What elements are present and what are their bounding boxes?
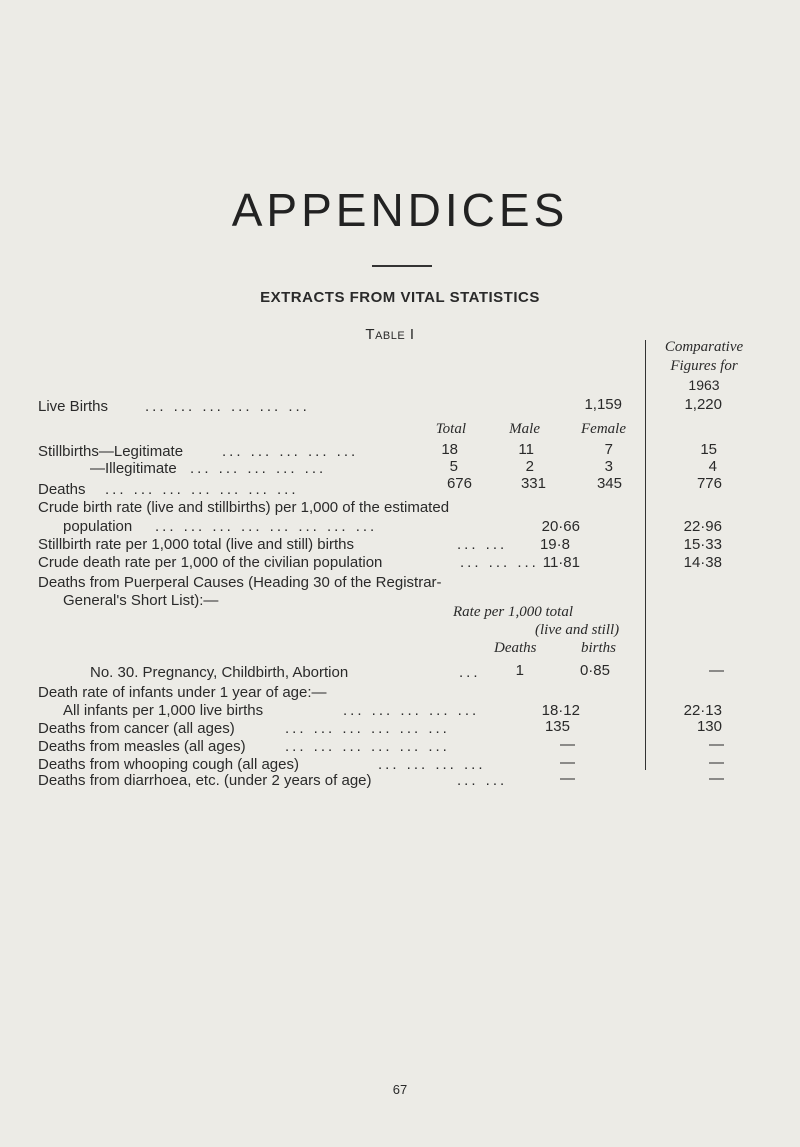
puerperal-row-comparative: —: [709, 662, 724, 679]
comparative-header-year: 1963: [688, 377, 720, 393]
page-title: APPENDICES: [231, 184, 569, 236]
stillbirth-rate-value: 19·8: [539, 536, 570, 553]
comparative-column-divider: [645, 340, 646, 770]
measles-deaths-value: —: [560, 736, 575, 753]
puerperal-label-cont: General's Short List):—: [63, 592, 219, 609]
puerperal-row-deaths: 1: [515, 662, 524, 679]
deaths-total: 676: [446, 475, 472, 492]
deaths-female: 345: [596, 475, 622, 492]
crude-birth-rate-leader: ... ... ... ... ... ... ... ...: [155, 518, 378, 535]
column-header-female: Female: [581, 421, 626, 437]
column-header-total: Total: [435, 421, 466, 437]
measles-deaths-comparative: —: [709, 736, 724, 753]
diarrhoea-deaths-value: —: [560, 770, 575, 787]
live-births-leader: ... ... ... ... ... ...: [145, 398, 310, 415]
column-header-male: Male: [509, 421, 540, 437]
puerperal-row-rate: 0·85: [579, 662, 610, 679]
measles-deaths-label: Deaths from measles (all ages): [38, 738, 246, 755]
crude-death-rate-value: 11·81: [542, 554, 580, 571]
diarrhoea-deaths-leader: ... ...: [457, 772, 508, 789]
crude-birth-rate-label: Crude birth rate (live and stillbirths) per 1,000 of the estimated: [38, 499, 450, 516]
stillbirths-illegitimate-male: 2: [525, 458, 534, 475]
whooping-cough-deaths-leader: ... ... ... ...: [378, 756, 486, 773]
measles-deaths-leader: ... ... ... ... ... ...: [285, 738, 450, 755]
live-births-comparative: 1,220: [684, 396, 722, 413]
live-births-value: 1,159: [584, 396, 622, 413]
infant-death-rate-leader: ... ... ... ... ...: [343, 702, 480, 719]
infant-death-rate-value: 18·12: [541, 702, 580, 719]
births-column-header: births: [581, 640, 617, 656]
deaths-comparative: 776: [696, 475, 722, 492]
crude-death-rate-label: Crude death rate per 1,000 of the civilian population: [38, 554, 383, 571]
stillbirths-legitimate-leader: ... ... ... ... ...: [222, 443, 359, 460]
live-births-label: Live Births: [38, 398, 109, 415]
comparative-header-line2: Figures for: [670, 358, 738, 374]
deaths-leader: ... ... ... ... ... ... ...: [105, 481, 299, 498]
whooping-cough-deaths-label: Deaths from whooping cough (all ages): [38, 756, 299, 773]
crude-death-rate-comparative: 14·38: [683, 554, 722, 571]
deaths-column-header: Deaths: [494, 640, 537, 656]
cancer-deaths-label: Deaths from cancer (all ages): [38, 720, 235, 737]
stillbirths-legitimate-label: Stillbirths—Legitimate: [38, 443, 184, 460]
diarrhoea-deaths-label: Deaths from diarrhoea, etc. (under 2 years of age): [38, 772, 372, 789]
crude-birth-rate-label-cont: population: [63, 518, 133, 535]
section-subtitle: EXTRACTS FROM VITAL STATISTICS: [260, 289, 540, 306]
puerperal-label: Deaths from Puerperal Causes (Heading 30 of the Registrar-: [38, 574, 442, 591]
stillbirths-legitimate-male: 11: [518, 441, 534, 458]
stillbirths-illegitimate-comparative: 4: [708, 458, 717, 475]
infant-death-rate-comparative: 22·13: [683, 702, 722, 719]
stillbirths-legitimate-female: 7: [604, 441, 613, 458]
deaths-male: 331: [520, 475, 546, 492]
infant-death-rate-sub-label: All infants per 1,000 live births: [63, 702, 264, 719]
crude-birth-rate-comparative: 22·96: [683, 518, 722, 535]
rate-header-line2: (live and still): [535, 622, 620, 638]
infant-death-rate-label: Death rate of infants under 1 year of age:—: [38, 684, 327, 701]
whooping-cough-deaths-value: —: [560, 754, 575, 771]
crude-death-rate-leader: ... ... ...: [460, 554, 539, 571]
deaths-label: Deaths: [38, 481, 86, 498]
puerperal-row-leader: ...: [459, 664, 481, 681]
stillbirths-illegitimate-label: —Illegitimate: [90, 460, 177, 477]
stillbirths-illegitimate-leader: ... ... ... ... ...: [190, 460, 327, 477]
stillbirths-legitimate-total: 18: [441, 441, 458, 458]
stillbirths-illegitimate-total: 5: [449, 458, 458, 475]
stillbirths-illegitimate-female: 3: [604, 458, 613, 475]
stillbirth-rate-label: Stillbirth rate per 1,000 total (live and still) births: [38, 536, 354, 553]
table-title: Table I: [365, 326, 415, 343]
whooping-cough-deaths-comparative: —: [709, 754, 724, 771]
stillbirth-rate-leader: ... ...: [457, 536, 508, 553]
page-number: 67: [392, 1082, 408, 1097]
stillbirths-legitimate-comparative: 15: [700, 441, 717, 458]
cancer-deaths-value: 135: [544, 718, 570, 735]
rate-header-line1: Rate per 1,000 total: [453, 604, 573, 620]
diarrhoea-deaths-comparative: —: [709, 770, 724, 787]
stillbirth-rate-comparative: 15·33: [683, 536, 722, 553]
comparative-header-line1: Comparative: [664, 339, 744, 355]
crude-birth-rate-value: 20·66: [541, 518, 580, 535]
cancer-deaths-leader: ... ... ... ... ... ...: [285, 720, 450, 737]
cancer-deaths-comparative: 130: [696, 718, 722, 735]
title-divider: [372, 265, 432, 267]
puerperal-row-label: No. 30. Pregnancy, Childbirth, Abortion: [90, 664, 349, 681]
